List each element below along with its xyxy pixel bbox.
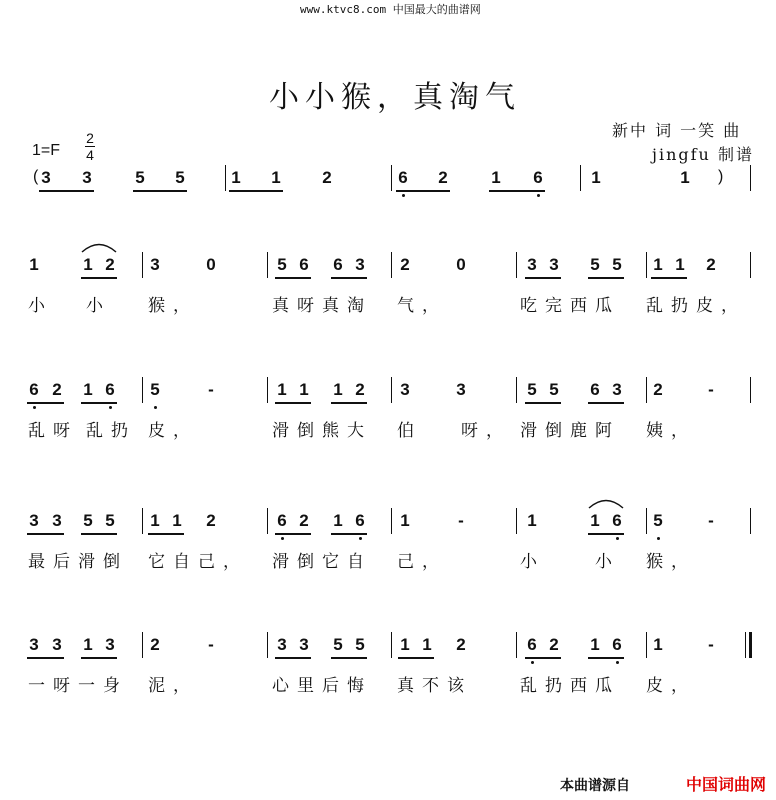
lyric-text: 姨，: [646, 421, 696, 441]
lyric-text: 滑倒鹿阿: [520, 421, 620, 441]
lyric-text: 乱扔西瓜: [520, 676, 620, 696]
note: 3: [400, 380, 410, 399]
slur-arc: [588, 497, 624, 509]
note: 2: [653, 380, 663, 399]
note: 1: [277, 380, 287, 399]
note: 5: [590, 255, 600, 274]
note: 3: [52, 511, 62, 530]
beam-underline: [229, 190, 283, 192]
note: 3: [527, 255, 537, 274]
note: 2: [322, 168, 332, 187]
bar-line: [391, 632, 392, 658]
beam-underline: [81, 657, 117, 659]
note: 1: [527, 511, 537, 530]
note: 5: [612, 255, 622, 274]
beam-underline: [331, 402, 367, 404]
sustain-dash: -: [708, 380, 714, 399]
lyric-text: 真不该: [397, 676, 472, 696]
note: 1: [83, 380, 93, 399]
beam-underline: [398, 657, 434, 659]
footer-source-label: 本曲谱源自: [560, 778, 630, 794]
note: 1: [231, 168, 241, 187]
sustain-dash: -: [458, 511, 464, 530]
beam-underline: [27, 657, 64, 659]
note: 2: [52, 380, 62, 399]
beam-underline: [81, 533, 117, 535]
note: 2: [456, 635, 466, 654]
beam-underline: [331, 657, 367, 659]
bar-line: [516, 252, 517, 278]
note: 1: [653, 255, 663, 274]
note: 2: [706, 255, 716, 274]
note: 1: [29, 255, 39, 274]
note: 1: [590, 635, 600, 654]
bar-line: [580, 165, 581, 191]
note: 1: [653, 635, 663, 654]
note: 3: [277, 635, 287, 654]
note: 5: [105, 511, 115, 530]
footer-source-site: 中国词曲网: [686, 775, 767, 794]
beam-underline: [588, 533, 624, 535]
note: 2: [299, 511, 309, 530]
note: 1: [491, 168, 501, 187]
note: 1: [400, 511, 410, 530]
beam-underline: [275, 657, 311, 659]
note: 2: [105, 255, 115, 274]
lyric-text: 皮，: [148, 421, 198, 441]
sustain-dash: -: [708, 635, 714, 654]
note: 6: [527, 635, 537, 654]
note: 6: [29, 380, 39, 399]
note: 2: [549, 635, 559, 654]
song-title: 小小猴，真淘气: [269, 80, 521, 115]
lyric-text: 皮，: [646, 676, 696, 696]
lyric-text: 小: [28, 296, 45, 316]
bar-line: [142, 508, 143, 534]
beam-underline: [489, 190, 545, 192]
lyric-text: 吃完西瓜: [520, 296, 620, 316]
beam-underline: [525, 657, 561, 659]
note: 3: [41, 168, 51, 187]
octave-dot-below: [359, 537, 362, 540]
note: 3: [456, 380, 466, 399]
bar-line: [267, 252, 268, 278]
note: 6: [277, 511, 287, 530]
octave-dot-below: [657, 537, 660, 540]
note: 3: [612, 380, 622, 399]
octave-dot-below: [402, 194, 405, 197]
note: 5: [527, 380, 537, 399]
bar-line: [267, 632, 268, 658]
bar-line: [391, 252, 392, 278]
time-signature: [84, 130, 96, 163]
sustain-dash: -: [208, 635, 214, 654]
lyric-text: 心里后悔: [272, 676, 372, 696]
bar-line: [391, 165, 392, 191]
bar-line: [646, 508, 647, 534]
credits-authors: 新中 词 一笑 曲: [612, 121, 742, 140]
bar-line: [516, 377, 517, 403]
note: 1: [400, 635, 410, 654]
bar-line: [750, 377, 751, 403]
note: 1: [172, 511, 182, 530]
bar-line: [267, 377, 268, 403]
note: 5: [175, 168, 185, 187]
bar-line: [391, 377, 392, 403]
key-signature: 1=F: [32, 142, 61, 159]
lyric-text: 滑倒它自: [272, 552, 372, 572]
note: 1: [675, 255, 685, 274]
note: 1: [83, 635, 93, 654]
note: 3: [29, 511, 39, 530]
note: 6: [105, 380, 115, 399]
beam-underline: [27, 402, 64, 404]
credits-maker: jingfu 制谱: [652, 145, 754, 164]
lyric-text: 伯: [397, 421, 414, 441]
octave-dot-below: [616, 661, 619, 664]
note: 0: [206, 255, 216, 274]
bar-line: [142, 377, 143, 403]
note: 2: [206, 511, 216, 530]
bar-line: [646, 377, 647, 403]
note: 3: [355, 255, 365, 274]
final-bar-thin: [745, 632, 746, 658]
note: 6: [333, 255, 343, 274]
octave-dot-below: [616, 537, 619, 540]
beam-underline: [148, 533, 184, 535]
lyric-text: 小: [86, 296, 103, 316]
bar-line: [391, 508, 392, 534]
octave-dot-below: [109, 406, 112, 409]
lyric-text: 乱扔: [86, 421, 136, 441]
octave-dot-below: [531, 661, 534, 664]
note: 3: [82, 168, 92, 187]
beam-underline: [27, 533, 64, 535]
sustain-dash: -: [208, 380, 214, 399]
note: 5: [653, 511, 663, 530]
note: 3: [299, 635, 309, 654]
lyric-text: 小: [520, 552, 537, 572]
bar-line: [750, 252, 751, 278]
beam-underline: [331, 277, 367, 279]
note: 2: [400, 255, 410, 274]
lyric-text: 滑倒熊大: [272, 421, 372, 441]
note: 1: [591, 168, 601, 187]
note: 3: [105, 635, 115, 654]
lyric-text: 最后滑倒: [28, 552, 128, 572]
note: 6: [612, 511, 622, 530]
note: 6: [355, 511, 365, 530]
beam-underline: [588, 402, 624, 404]
beam-underline: [588, 277, 624, 279]
bar-line: [516, 508, 517, 534]
note: 1: [333, 511, 343, 530]
beam-underline: [588, 657, 624, 659]
lyric-text: 真呀真淘: [272, 296, 372, 316]
lyric-text: 猴，: [646, 552, 696, 572]
note: 5: [135, 168, 145, 187]
site-header: www.ktvc8.com 中国最大的曲谱网: [300, 3, 481, 16]
note: 2: [438, 168, 448, 187]
lyric-text: 气，: [397, 296, 447, 316]
note: 2: [355, 380, 365, 399]
lyric-text: 乱呀: [28, 421, 78, 441]
bar-line: [142, 632, 143, 658]
note: 6: [533, 168, 543, 187]
note: 1: [299, 380, 309, 399]
beam-underline: [81, 402, 117, 404]
note: 1: [271, 168, 281, 187]
note: 0: [456, 255, 466, 274]
beam-underline: [39, 190, 94, 192]
octave-dot-below: [537, 194, 540, 197]
bar-line: [267, 508, 268, 534]
note: 3: [52, 635, 62, 654]
repeat-paren: ): [718, 168, 724, 185]
octave-dot-below: [281, 537, 284, 540]
bar-line: [516, 632, 517, 658]
note: 1: [150, 511, 160, 530]
lyric-text: 小: [595, 552, 612, 572]
note: 1: [680, 168, 690, 187]
note: 3: [29, 635, 39, 654]
bar-line: [750, 165, 751, 191]
note: 5: [355, 635, 365, 654]
time-signature-denominator: 4: [86, 147, 94, 163]
beam-underline: [275, 277, 311, 279]
lyric-text: 它自己，: [148, 552, 248, 572]
note: 6: [590, 380, 600, 399]
bar-line: [142, 252, 143, 278]
lyric-text: 一呀一身: [28, 676, 128, 696]
note: 5: [549, 380, 559, 399]
bar-line: [750, 508, 751, 534]
note: 1: [590, 511, 600, 530]
sustain-dash: -: [708, 511, 714, 530]
note: 6: [398, 168, 408, 187]
beam-underline: [81, 277, 117, 279]
beam-underline: [651, 277, 687, 279]
note: 5: [277, 255, 287, 274]
beam-underline: [275, 402, 311, 404]
lyric-text: 己，: [397, 552, 447, 572]
note: 6: [299, 255, 309, 274]
slur-arc: [81, 241, 117, 253]
lyric-text: 泥，: [148, 676, 198, 696]
lyric-text: 乱扔皮，: [646, 296, 746, 316]
note: 1: [333, 380, 343, 399]
note: 5: [83, 511, 93, 530]
note: 1: [83, 255, 93, 274]
note: 3: [549, 255, 559, 274]
lyric-text: 呀，: [461, 421, 511, 441]
beam-underline: [331, 533, 367, 535]
beam-underline: [525, 277, 561, 279]
beam-underline: [133, 190, 187, 192]
beam-underline: [396, 190, 450, 192]
note: 5: [333, 635, 343, 654]
final-bar-thick: [749, 632, 752, 658]
bar-line: [646, 252, 647, 278]
lyric-text: 猴，: [148, 296, 198, 316]
octave-dot-below: [33, 406, 36, 409]
note: 2: [150, 635, 160, 654]
bar-line: [225, 165, 226, 191]
bar-line: [646, 632, 647, 658]
beam-underline: [525, 402, 561, 404]
beam-underline: [275, 533, 311, 535]
note: 3: [150, 255, 160, 274]
time-signature-numerator: 2: [86, 130, 94, 146]
note: 1: [422, 635, 432, 654]
note: 5: [150, 380, 160, 399]
note: 6: [612, 635, 622, 654]
repeat-paren: (: [33, 168, 39, 185]
octave-dot-below: [154, 406, 157, 409]
